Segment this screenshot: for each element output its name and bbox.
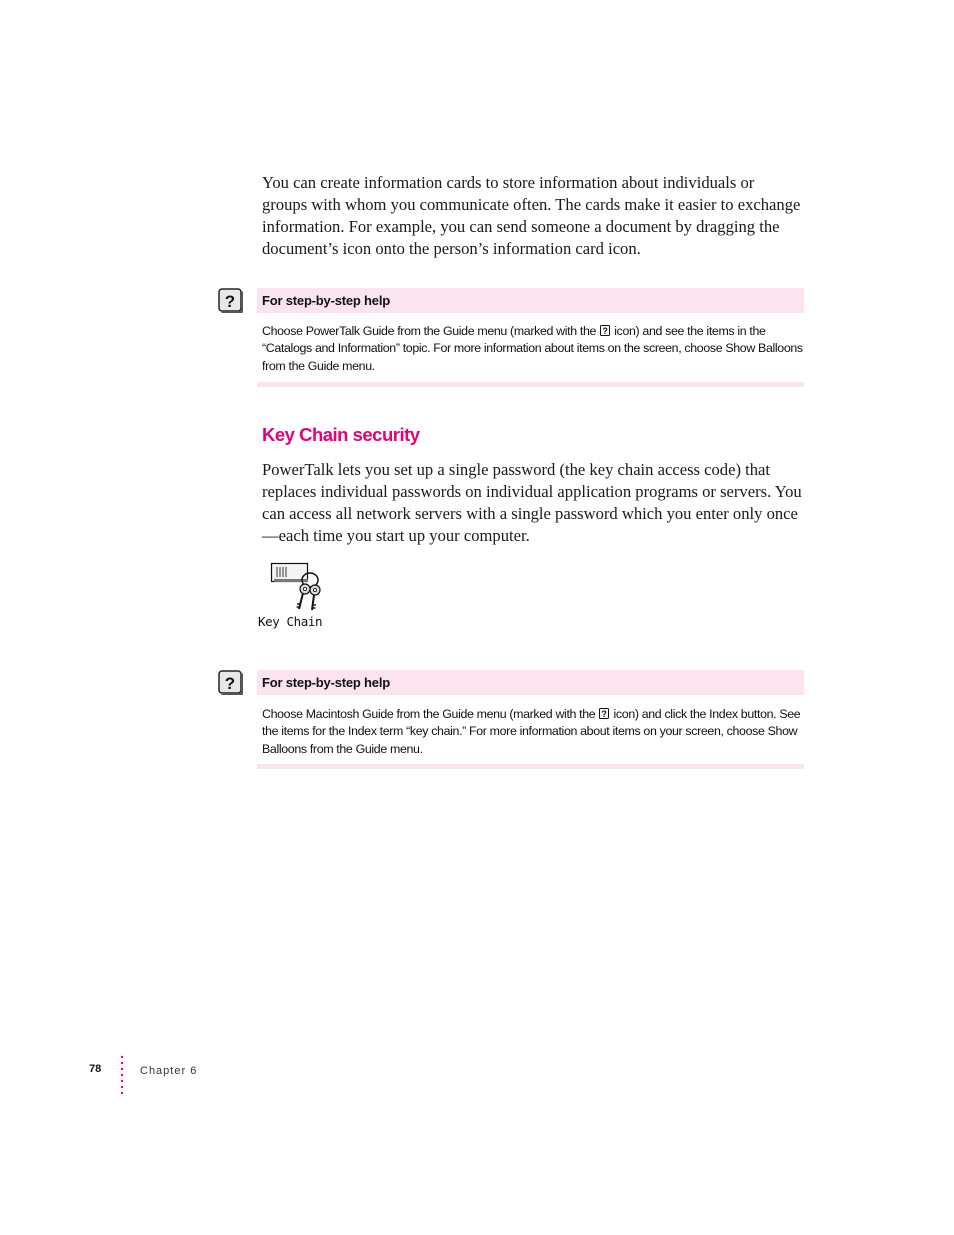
help-box-text: Choose Macintosh Guide from the Guide menu (marked with the ? icon) and click the Index button. See the items for the Index term “key chain.” For more information about items on your screen, choose Show Balloons from the Guide menu. [262,707,801,756]
chapter-label: Chapter 6 [140,1065,198,1077]
intro-paragraph: You can create information cards to store information about individuals or groups with whom you communicate often. The cards make it easier to exchange information. For example, you can send someone a document by dragging the document’s icon onto the person’s information card icon. [262,173,801,258]
key-chain-icon [258,560,338,612]
help-question-icon [218,288,244,314]
svg-text:?: ? [602,326,608,336]
guide-menu-icon [600,325,610,336]
section-heading: Key Chain security [262,424,420,445]
key-chain-label: Key Chain [258,614,323,629]
key-chain-figure [258,560,338,632]
page-number: 78 [89,1063,102,1075]
help-box-rule [257,382,804,387]
help-box-title: For step-by-step help [257,670,804,695]
svg-text:?: ? [224,674,236,693]
svg-text:?: ? [601,709,608,719]
svg-text:?: ? [224,292,236,311]
help-box-title: For step-by-step help [257,288,804,313]
footer-dotted-divider [120,1055,124,1095]
help-box-text: Choose PowerTalk Guide from the Guide menu (marked with the ? icon) and see the items in the “Catalogs and Information” topic. For more information about items on the screen, choose Show Balloons from the Guide menu. [262,324,803,373]
section-paragraph: PowerTalk lets you set up a single password (the key chain access code) that replaces individual passwords on individual application programs or servers. You can access all network servers with a single password which you enter only once—each time you start up your computer. [262,460,802,545]
help-box-rule [257,764,804,769]
guide-menu-icon [599,708,609,719]
help-question-icon [218,670,244,696]
